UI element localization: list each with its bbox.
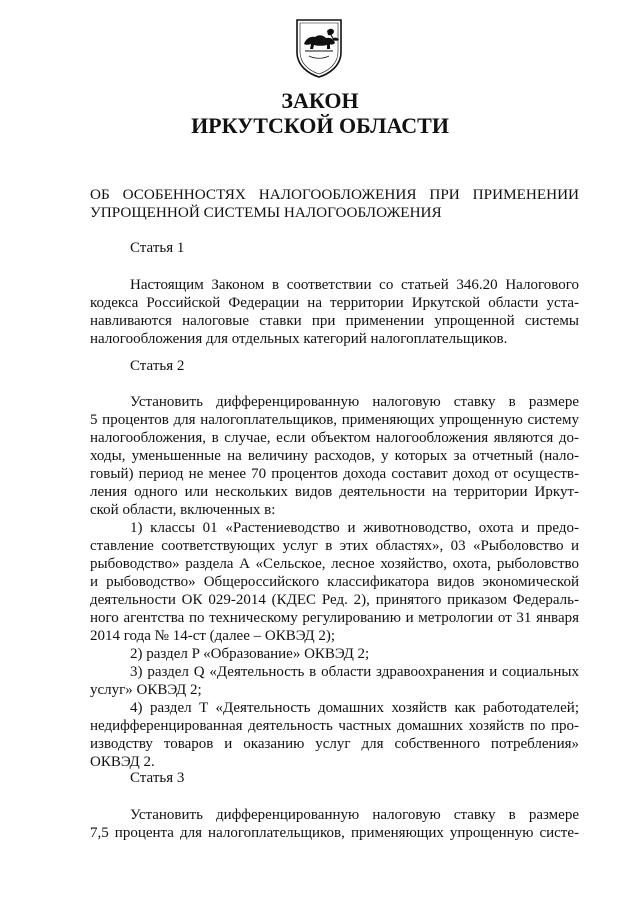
law-title — [0, 88, 640, 138]
article-1-heading: Статья 1 — [130, 240, 185, 256]
document-title — [90, 186, 579, 221]
coat-of-arms-icon — [293, 18, 345, 78]
text-line: ления одного или нескольких видов деятельности на территории Иркут- — [90, 484, 579, 500]
article-1-text — [90, 276, 579, 348]
text-line: ходы, уменьшенные на величину расходов, у которых за отчетный (нало- — [90, 448, 579, 464]
text-line: говый) период не менее 70 процентов дохода составит доход от осуществ- — [90, 466, 579, 482]
text-line: изводству товаров и оказанию услуг для собственного потребления» — [90, 736, 579, 752]
text-line: налогообложения для отдельных категорий налогоплательщиков. — [90, 331, 508, 347]
text-line: Установить дифференцированную налоговую ставку в размере — [130, 807, 579, 823]
document-title-line: УПРОЩЕННОЙ СИСТЕМЫ НАЛОГООБЛОЖЕНИЯ — [90, 203, 442, 221]
law-title-line-2: ИРКУТСКОЙ ОБЛАСТИ — [191, 113, 449, 138]
text-line: ской области, включенных в: — [90, 502, 276, 518]
list-item-4: 4) раздел T «Деятельность домашних хозяйств как работодателей; — [130, 700, 579, 716]
document-title-line: ОБ ОСОБЕННОСТЯХ НАЛОГООБЛОЖЕНИЯ ПРИ ПРИМЕНЕНИИ — [90, 186, 579, 203]
text-line: и рыбоводство» Общероссийского классификатора видов экономической — [90, 574, 579, 590]
law-title-line-1: ЗАКОН — [281, 88, 359, 113]
text-line: ного агентства по техническому регулированию и метрологии от 31 января — [90, 610, 579, 626]
article-3-heading: Статья 3 — [130, 770, 185, 786]
text-line: рыбоводство» раздела А «Сельское, лесное хозяйство, охота, рыболовство — [90, 556, 579, 572]
text-line: кодекса Российской Федерации на территории Иркутской области уста- — [90, 295, 579, 311]
text-line: услуг» ОКВЭД 2; — [90, 682, 202, 698]
text-line: навливаются налоговые ставки при применении упрощенной системы — [90, 313, 579, 329]
text-line: деятельности ОК 029-2014 (КДЕС Ред. 2), принятого приказом Федераль- — [90, 592, 579, 608]
article-3-text — [90, 806, 579, 842]
text-line: 5 процентов для налогоплательщиков, применяющих упрощенную систему — [90, 412, 579, 428]
article-2-text — [90, 393, 579, 771]
text-line: 2014 года № 14-ст (далее – ОКВЭД 2); — [90, 628, 336, 644]
text-line: Установить дифференцированную налоговую ставку в размере — [130, 394, 579, 410]
list-item-3: 3) раздел Q «Деятельность в области здравоохранения и социальных — [130, 664, 579, 680]
text-line: ставление соответствующих услуг в этих областях», 03 «Рыболовство и — [90, 538, 579, 554]
text-line: 7,5 процента для налогоплательщиков, применяющих упрощенную систе- — [90, 825, 579, 841]
list-item-1: 1) классы 01 «Растениеводство и животноводство, охота и предо- — [130, 520, 579, 536]
list-item-2: 2) раздел P «Образование» ОКВЭД 2; — [130, 646, 370, 662]
article-2-heading: Статья 2 — [130, 358, 185, 374]
text-line: ОКВЭД 2. — [90, 754, 155, 770]
text-line: недифференцированная деятельность частных домашних хозяйств по про- — [90, 718, 579, 734]
text-line: налогообложения, в случае, если объектом налогообложения являются до- — [90, 430, 579, 446]
text-line: Настоящим Законом в соответствии со статьей 346.20 Налогового — [130, 277, 579, 293]
